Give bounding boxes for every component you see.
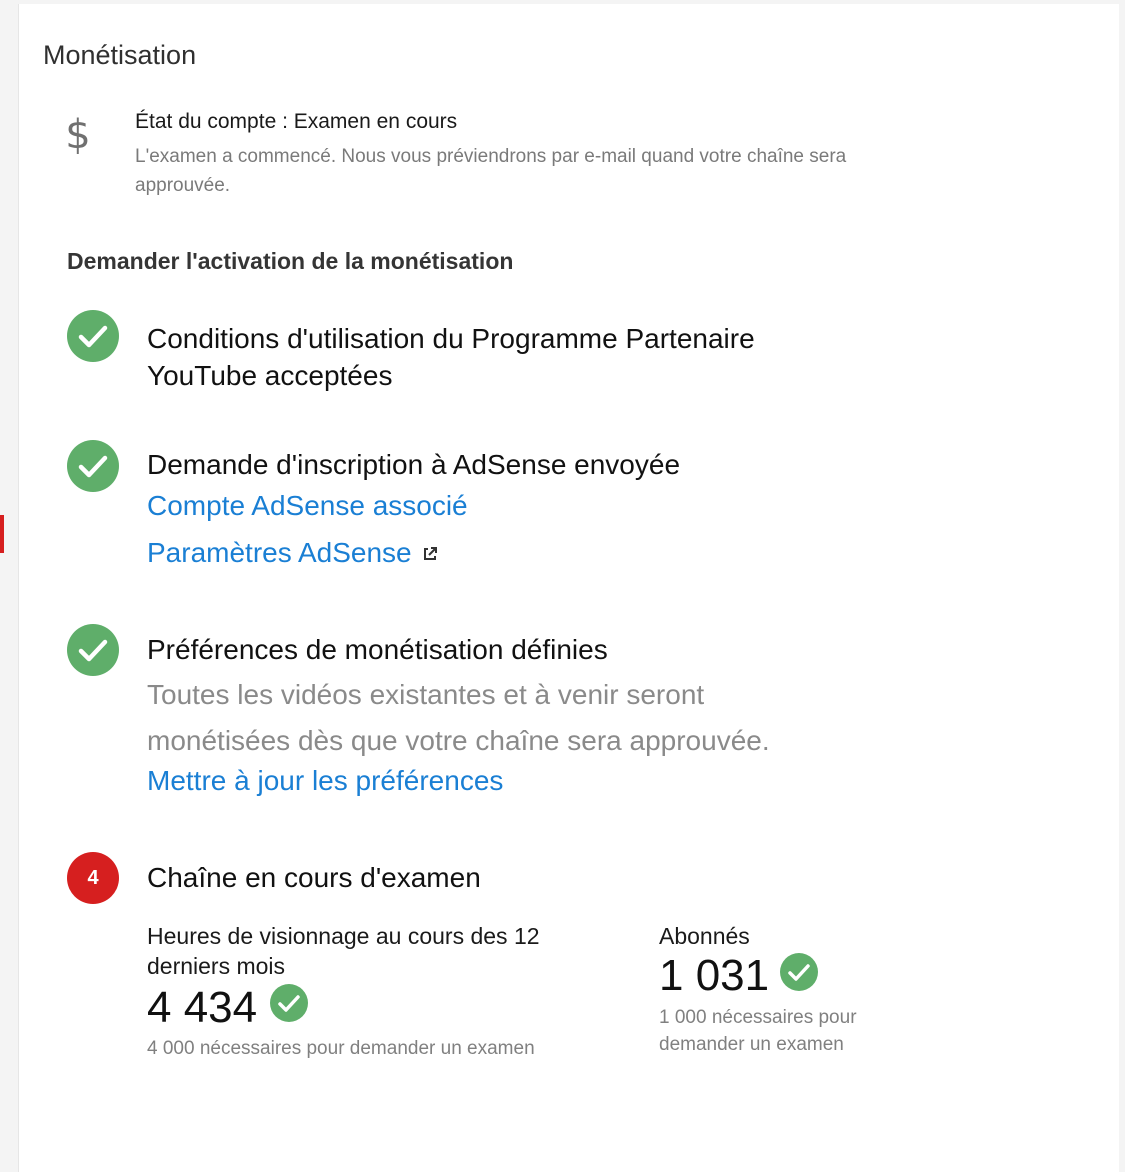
check-circle-icon (67, 310, 119, 362)
check-circle-icon (270, 984, 308, 1022)
dollar-icon: $ (65, 112, 91, 158)
left-nav-edge (0, 0, 18, 1172)
page-title: Monétisation (43, 40, 197, 70)
watch-hours-label: Heures de visionnage au cours des 12 derniers mois (147, 923, 540, 979)
watch-hours-requirement: 4 000 nécessaires pour demander un examen (147, 1038, 535, 1059)
check-circle-icon (67, 440, 119, 492)
subscribers-label: Abonnés (659, 923, 750, 949)
step-preferences-title: Préférences de monétisation définies (147, 634, 608, 665)
external-link-icon (422, 534, 438, 571)
monetization-card (18, 4, 1119, 1172)
adsense-settings-link[interactable] (147, 534, 438, 571)
adsense-settings-label: Paramètres AdSense (147, 537, 412, 568)
step-ypp-terms-title: Conditions d'utilisation du Programme Partenaire YouTube acceptées (147, 323, 755, 391)
account-status-title: État du compte : Examen en cours (135, 110, 458, 133)
active-nav-indicator (0, 515, 4, 553)
check-circle-icon (67, 624, 119, 676)
subscribers-value: 1 031 (659, 951, 770, 1000)
step-adsense-title: Demande d'inscription à AdSense envoyée (147, 449, 681, 480)
update-preferences-link[interactable]: Mettre à jour les préférences (147, 765, 504, 796)
step-review-title: Chaîne en cours d'examen (147, 862, 481, 893)
step-preferences-description: Toutes les vidéos existantes et à venir seront monétisées dès que votre chaîne sera approuvée. (147, 679, 770, 756)
check-circle-icon (780, 953, 818, 991)
account-status-description: L'examen a commencé. Nous vous préviendrons par e-mail quand votre chaîne sera approuvée. (135, 146, 847, 196)
activation-heading: Demander l'activation de la monétisation (67, 248, 514, 274)
watch-hours-value: 4 434 (147, 983, 258, 1032)
adsense-account-link[interactable]: Compte AdSense associé (147, 490, 468, 521)
subscribers-requirement: 1 000 nécessaires pour demander un examen (659, 1007, 857, 1055)
step-number-badge: 4 (67, 852, 119, 904)
